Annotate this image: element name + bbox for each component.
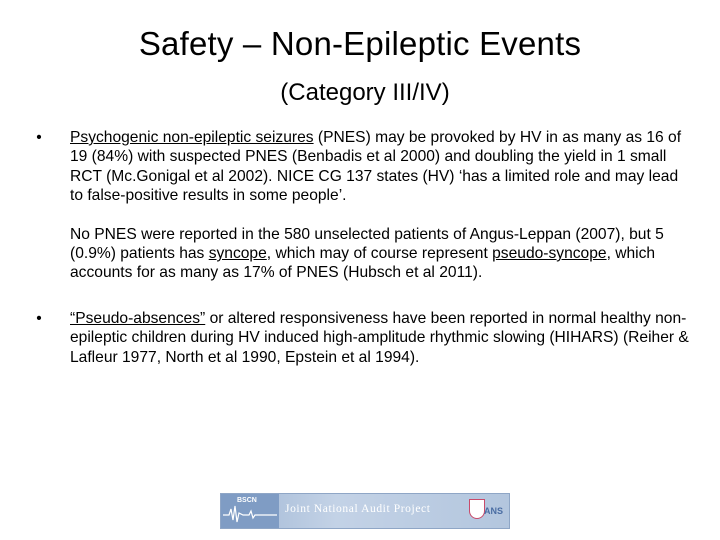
pseudo-syncope-term: pseudo-syncope	[492, 245, 607, 263]
bullet-item-pnes	[30, 128, 690, 283]
bullet-marker: •	[36, 309, 42, 327]
bullet-item-pseudo-absences	[30, 309, 690, 367]
text-run: , which accounts for as many as 17% of PNES (Hubsch et al 2011).	[70, 245, 656, 282]
bscn-logo	[221, 494, 279, 528]
bscn-logo-name: BSCN	[237, 497, 257, 504]
bullet-marker: •	[36, 129, 42, 146]
footer-logo-banner	[220, 493, 510, 529]
eeg-trace-icon	[223, 503, 277, 525]
ans-logo	[467, 497, 505, 525]
slide-title: Safety – Non-Epileptic Events	[138, 25, 582, 62]
pnes-text: (PNES) may be provoked by HV in as many as 16 of 19 (84%) with suspected PNES (Benbadis et al 2000) and doubling the yield in 1 small RCT (Mc.Gonigal et al 2002). NICE CG 137 states (HV) ‘has a limited role and may lead to false-positive results in some people’.	[70, 129, 682, 205]
ans-logo-name: ANS	[483, 506, 503, 516]
bullet-paragraph	[70, 309, 690, 367]
syncope-term: syncope	[208, 245, 267, 263]
slide-body	[30, 128, 690, 367]
pseudo-absences-text: or altered responsiveness have been reported in normal healthy non-epileptic children during HV induced high-amplitude rhythmic slowing (HIHARS) (Reiher & Lafleur 1977, North et al 1990, Epstein et al 1994).	[70, 309, 689, 366]
shield-emblem-icon	[469, 499, 485, 519]
pnes-term: Psychogenic non-epileptic seizures	[70, 129, 314, 146]
slide-subtitle: (Category III/IV)	[280, 79, 450, 106]
bullet-paragraph	[70, 128, 690, 206]
bullet-paragraph	[70, 225, 690, 283]
text-run: , which may of course represent	[266, 245, 493, 263]
pseudo-absences-term: “Pseudo-absences”	[70, 309, 206, 327]
audit-project-name: Joint National Audit Project	[285, 503, 431, 515]
text-run: No PNES were reported in the 580 unselected patients of Angus-Leppan (2007), but 5 (0.9%) patients has	[70, 225, 664, 263]
